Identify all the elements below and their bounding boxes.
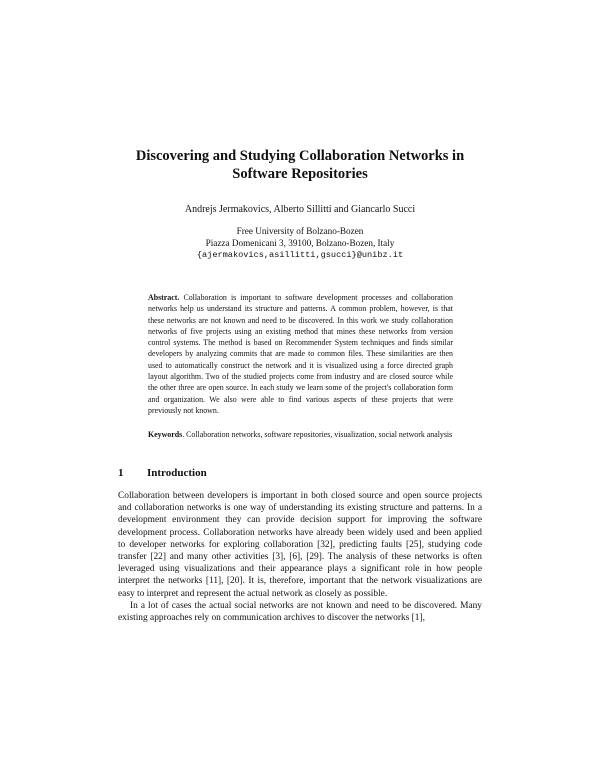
keywords-label: Keywords bbox=[148, 430, 183, 439]
affiliation-block bbox=[80, 225, 520, 261]
keywords bbox=[148, 429, 453, 440]
institution: Free University of Bolzano-Bozen bbox=[236, 226, 364, 236]
paragraph: In a lot of cases the actual social networks are not known and need to be discovered. Many existing approaches rely on communication archives to discover the networks [1], bbox=[118, 600, 482, 624]
address: Piazza Domenicani 3, 39100, Bolzano-Bozen, Italy bbox=[205, 238, 395, 248]
abstract-text: Collaboration is important to software development processes and collaboration networks help us understand its structure and patterns. A common problem, however, is that these networks are not known and need to be discovered. In this work we study collaboration networks of five projects using an existing method that mines these networks from version control systems. The method is based on Recommender System techniques and finds similar developers by analyzing commits that are made to common files. These similarities are then used to automatically construct the network and it is visualized using a force directed graph layout algorithm. Two of the studied projects come from industry and are closed source while the other three are open source. In each study we learn some of the project's collaboration form and organization. We also were able to find various aspects of these projects that were previously not known. bbox=[148, 293, 454, 415]
section-title: Introduction bbox=[147, 467, 207, 479]
email-addresses: {ajermakovics,asillitti,gsucci}@unibz.it bbox=[196, 250, 404, 260]
paper-title bbox=[80, 147, 520, 183]
body-text bbox=[118, 490, 482, 624]
abstract bbox=[148, 292, 453, 416]
keywords-text: . Collaboration networks, software repositories, visualization, social network analysis bbox=[182, 430, 453, 439]
section-heading bbox=[118, 466, 207, 480]
title-line-1: Discovering and Studying Collaboration Networks in bbox=[135, 148, 465, 164]
paragraph: Collaboration between developers is important in both closed source and open source projects and collaboration networks is one way of understanding its existing structure and patterns. In a development environment they can provide decision support for improving the software development process. Collaboration networks have already been widely used and been applied to developer networks for exploring collaboration [32], predicting faults [25], studying code transfer [22] and many other activities [3], [6], [29]. The analysis of these networks is often leveraged using visualizations and their appearance plays a significant role in how people interpret the networks [11], [20]. It is, therefore, important that the network visualizations are easy to interpret and represent the actual network as closely as possible. bbox=[118, 491, 482, 599]
author-list: Andrejs Jermakovics, Alberto Sillitti and Giancarlo Succi bbox=[184, 204, 416, 215]
section-number: 1 bbox=[118, 467, 124, 479]
title-line-2: Software Repositories bbox=[232, 166, 368, 182]
abstract-label: Abstract. bbox=[148, 293, 180, 302]
